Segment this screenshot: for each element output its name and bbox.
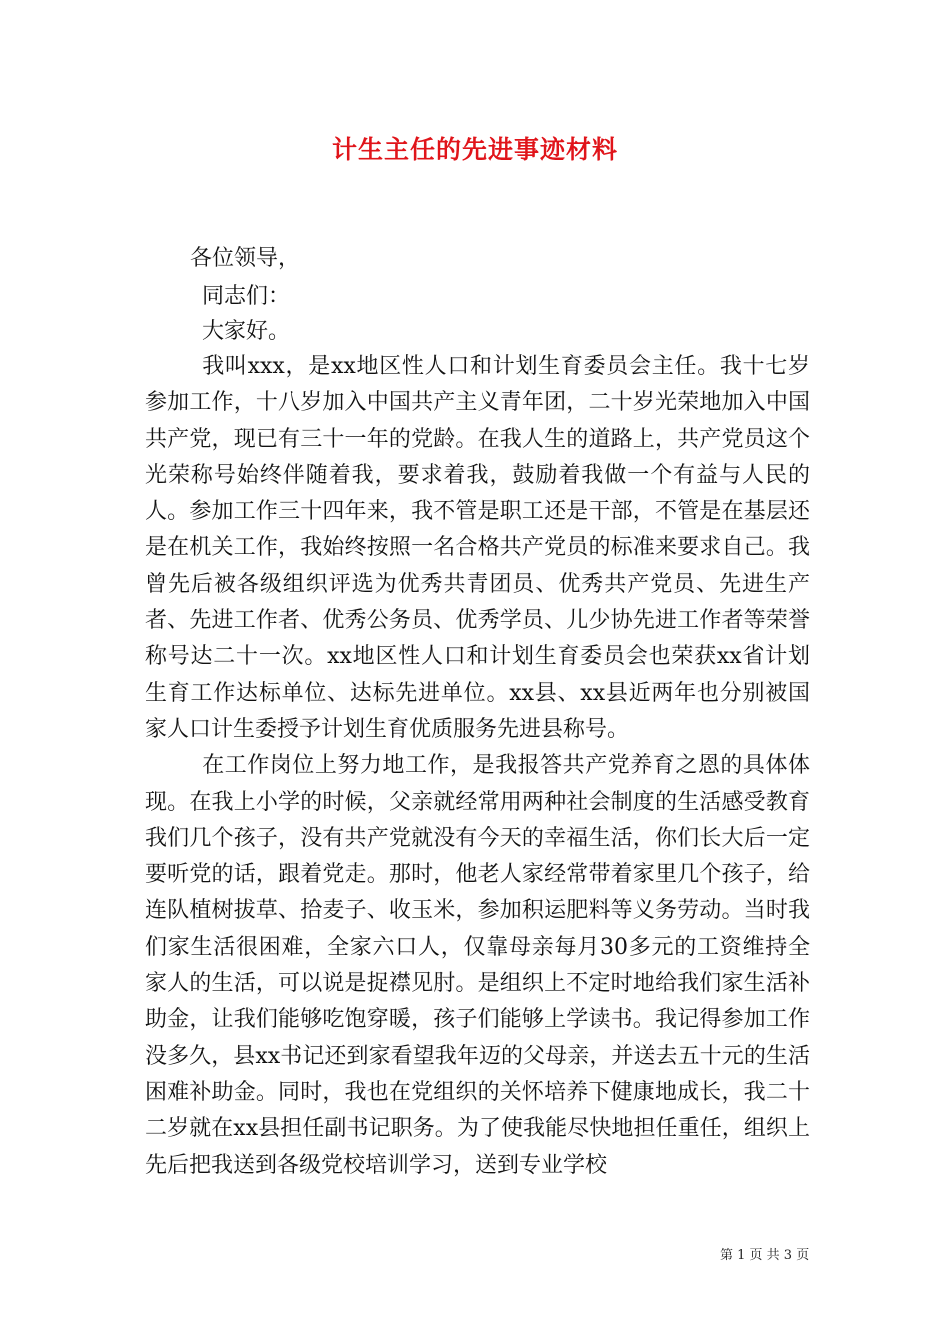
document-body [145,349,810,1184]
document-title: 计生主任的先进事迹材料 [331,135,618,164]
greeting-line: 同志们： [202,284,291,309]
greeting-line: 大家好。 [202,319,291,344]
page-number: 第 1 页 共 3 页 [720,1248,810,1263]
salutation: 各位领导， [190,246,301,271]
body-paragraph: 在工作岗位上努力地工作，是我报答共产党养育之恩的具体体现。在我上小学的时候，父亲就经常用两种社会制度的生活感受教育我们几个孩子，没有共产党就没有今天的幸福生活，你们长大后一定要听党的话，跟着党走。那时，他老人家经常带着家里几个孩子，给连队植树拔草、拾麦子、收玉米，参加积运肥料等义务劳动。当时我们家生活很困难，全家六口人，仅靠母亲每月30多元的工资维持全家人的生活，可以说是捉襟见肘。是组织上不定时地给我们家生活补助金，让我们能够吃饱穿暖，孩子们能够上学读书。我记得参加工作没多久，县xx书记还到家看望我年迈的父母亲，并送去五十元的生活困难补助金。同时，我也在党组织的关怀培养下健康地成长，我二十二岁就在xx县担任副书记职务。为了使我能尽快地担任重任，组织上先后把我送到各级党校培训学习，送到专业学校 [145,753,810,1178]
body-paragraph: 我叫xxx，是xx地区性人口和计划生育委员会主任。我十七岁参加工作，十八岁加入中国共产主义青年团，二十岁光荣地加入中国共产党，现已有三十一年的党龄。在我人生的道路上，共产党员这个光荣称号始终伴随着我，要求着我，鼓励着我做一个有益与人民的人。参加工作三十四年来，我不管是职工还是干部，不管是在基层还是在机关工作，我始终按照一名合格共产党员的标准来要求自己。我曾先后被各级组织评选为优秀共青团员、优秀共产党员、先进生产者、先进工作者、优秀公务员、优秀学员、儿少协先进工作者等荣誉称号达二十一次。xx地区性人口和计划生育委员会也荣获xx省计划生育工作达标单位、达标先进单位。xx县、xx县近两年也分别被国家人口计生委授予计划生育优质服务先进县称号。 [145,354,810,742]
